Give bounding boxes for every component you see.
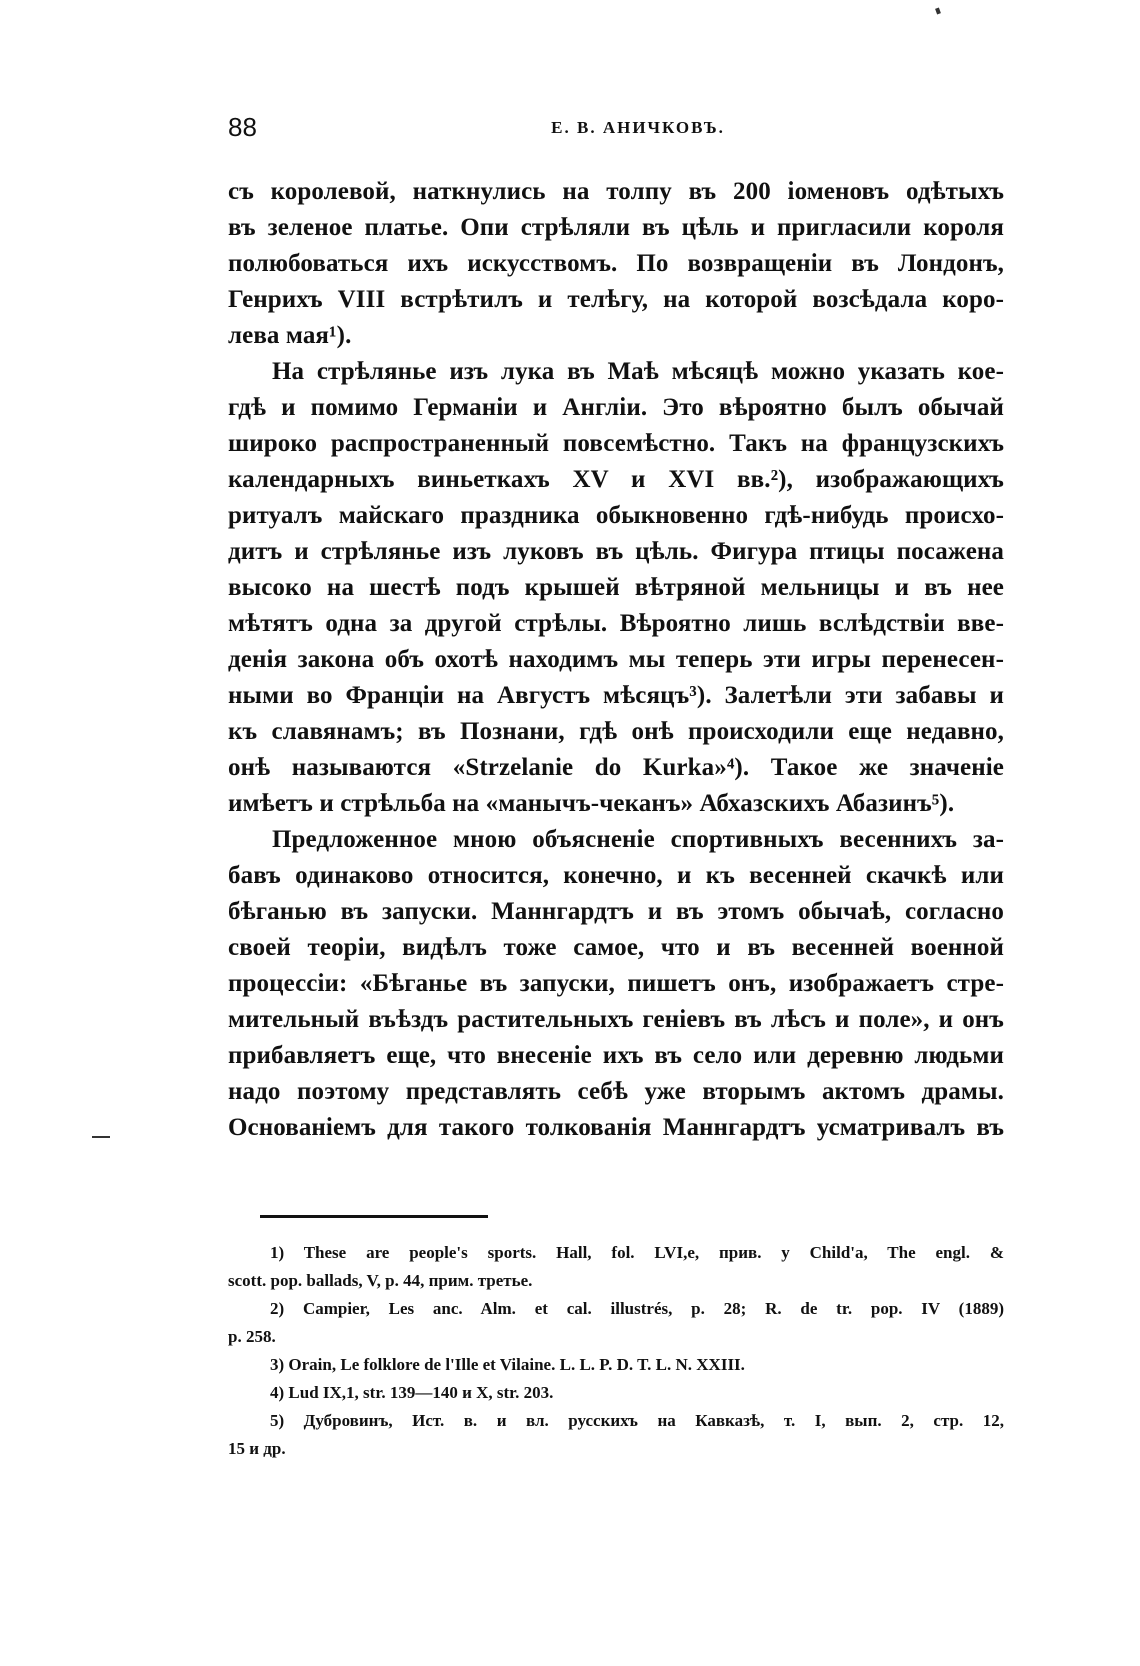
text-line: лева мая¹).: [228, 322, 352, 349]
footnote-line: 15 и др.: [228, 1439, 286, 1458]
text-line: Генрихъ VIII встрѣтилъ и телѣгу, на которой возсѣдала коро-: [228, 286, 1004, 313]
text-line: съ королевой, наткнулись на толпу въ 200 іоменовъ одѣтыхъ: [228, 178, 1004, 205]
footnote-line: 4) Lud IX,1, str. 139—140 и X, str. 203.: [270, 1383, 554, 1402]
footnote-line: scott. pop. ballads, V, p. 44, прим. третье.: [228, 1271, 533, 1290]
text-line: къ славянамъ; въ Познани, гдѣ онѣ происходили еще недавно,: [228, 718, 1004, 745]
text-line: бавъ одинаково относится, конечно, и къ весенней скачкѣ или: [228, 862, 1004, 889]
text-line: Основаніемъ для такого толкованія Маннгардтъ усматривалъ въ: [228, 1114, 1004, 1141]
footnote-line: 3) Orain, Le folklore de l'Ille et Vilaine. L. L. P. D. T. L. N. XXIII.: [270, 1355, 745, 1374]
paragraph-start-line: На стрѣлянье изъ лука въ Маѣ мѣсяцѣ можно указать кое-: [272, 358, 1004, 385]
footnote-line: 2) Campier, Les anc. Alm. et cal. illustrés, p. 28; R. de tr. pop. IV (1889): [270, 1299, 1004, 1318]
text-line: прибавляетъ еще, что внесеніе ихъ въ село или деревню людьми: [228, 1042, 1004, 1069]
text-line: онѣ называются «Strzelanie do Kurka»⁴). Такое же значеніе: [228, 754, 1004, 781]
text-line: въ зеленое платье. Опи стрѣляли въ цѣль и пригласили короля: [228, 214, 1004, 241]
footnote-line: 5) Дубровинъ, Ист. в. и вл. русскихъ на Кавказѣ, т. I, вып. 2, стр. 12,: [270, 1411, 1004, 1430]
text-line: денія закона объ охотѣ находимъ мы теперь эти игры перенесен-: [228, 646, 1004, 673]
text-line: высоко на шестѣ подъ крышей вѣтряной мельницы и въ нее: [228, 574, 1004, 601]
text-line: полюбоваться ихъ искусствомъ. По возвращеніи въ Лондонъ,: [228, 250, 1004, 277]
text-line: календарныхъ виньеткахъ XV и XVI вв.²), изображающихъ: [228, 466, 1004, 493]
text-line: мительный въѣздъ растительныхъ геніевъ въ лѣсъ и поле», и онъ: [228, 1006, 1004, 1033]
text-line: гдѣ и помимо Германіи и Англіи. Это вѣроятно былъ обычай: [228, 394, 1004, 421]
text-line: ритуалъ майскаго праздника обыкновенно гдѣ-нибудь происхо-: [228, 502, 1004, 529]
running-head: Е. В. АНИЧКОВЪ.: [551, 118, 725, 137]
footnotes: [228, 1239, 1004, 1463]
page-number: 88: [228, 112, 257, 142]
text-line: широко распространенный повсемѣстно. Такъ на французскихъ: [228, 430, 1004, 457]
text-line: своей теоріи, видѣлъ тоже самое, что и въ весенней военной: [228, 934, 1004, 961]
footnote-line: 1) These are people's sports. Hall, fol. LVI,e, прив. у Child'a, The engl. &: [270, 1243, 1004, 1262]
footnote-line: p. 258.: [228, 1327, 276, 1346]
margin-mark: [92, 1136, 110, 1138]
footnote-separator: [260, 1215, 488, 1218]
main-text: [228, 174, 1004, 1146]
paragraph-start-line: Предложенное мною объясненіе спортивныхъ весеннихъ за-: [272, 826, 1004, 853]
text-line: мѣтятъ одна за другой стрѣлы. Вѣроятно лишь вслѣдствіи вве-: [228, 610, 1004, 637]
text-line: ными во Франціи на Августъ мѣсяцъ³). Залетѣли эти забавы и: [228, 682, 1004, 709]
text-line: имѣетъ и стрѣльба на «манычъ-чеканъ» Абхазскихъ Абазинъ⁵).: [228, 790, 955, 817]
text-line: дитъ и стрѣлянье изъ луковъ въ цѣль. Фигура птицы посажена: [228, 538, 1004, 565]
page-header: [228, 112, 1004, 152]
scan-speck: [935, 7, 941, 14]
text-line: бѣганью въ запуски. Маннгардтъ и въ этомъ обычаѣ, согласно: [228, 898, 1004, 925]
text-line: процессіи: «Бѣганье въ запуски, пишетъ онъ, изображаетъ стре-: [228, 970, 1004, 997]
text-line: надо поэтому представлять себѣ уже вторымъ актомъ драмы.: [228, 1078, 1004, 1105]
